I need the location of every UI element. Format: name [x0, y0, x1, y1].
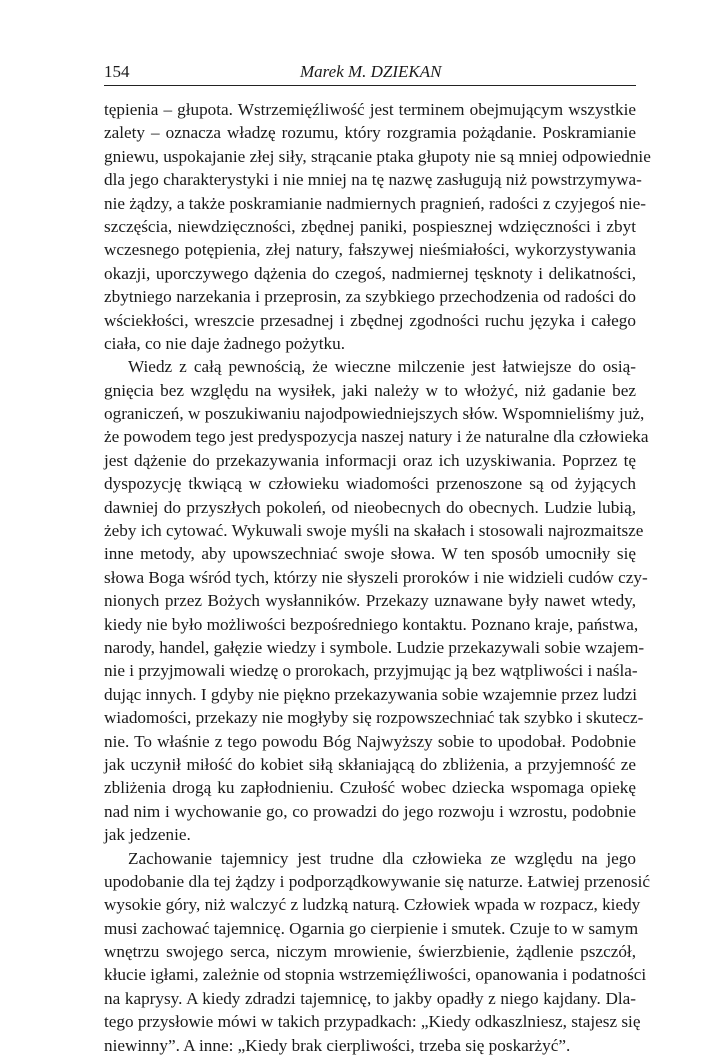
text-line: słowa Boga wśród tych, którzy nie słyszeli proroków i nie widzieli cudów czy- — [104, 566, 636, 589]
text-line: żeby ich cytować. Wykuwali swoje myśli na skałach i stosowali najrozmaitsze — [104, 519, 636, 542]
text-line: wczesnego potępienia, złej natury, fałszywej nieśmiałości, wykorzystywania — [104, 238, 636, 261]
text-line: gniewu, uspokajanie złej siły, strącanie ptaka głupoty nie są mniej odpowiednie — [104, 145, 636, 168]
text-line: ciała, co nie daje żadnego pożytku. — [104, 332, 636, 355]
text-line: tego przysłowie mówi w takich przypadkach: „Kiedy odkaszlniesz, stajesz się — [104, 1010, 636, 1033]
text-line: jak uczynił miłość do kobiet siłą skłaniającą do zbliżenia, a przyjemność ze — [104, 753, 636, 776]
text-line: wściekłości, wreszcie przesadnej i zbędnej zgodności ruchu języka i całego — [104, 309, 636, 332]
text-line: nad nim i wychowanie go, co prowadzi do jego rozwoju i wzrostu, podobnie — [104, 800, 636, 823]
text-line: jak jedzenie. — [104, 823, 636, 846]
text-line: wysokie góry, niż walczyć z ludzką naturą. Człowiek wpada w rozpacz, kiedy — [104, 893, 636, 916]
text-line: szczęścia, niewdzięczności, zbędnej paniki, pospiesznej wdzięczności i zbyt — [104, 215, 636, 238]
paragraph — [104, 355, 636, 846]
page-header — [104, 62, 636, 84]
text-line: jest dążenie do przekazywania informacji oraz ich uzyskiwania. Poprzez tę — [104, 449, 636, 472]
text-line: nie i przyjmowali wiedzę o prorokach, przyjmując ją bez wątpliwości i naśla- — [104, 659, 636, 682]
text-line: nionych przez Bożych wysłanników. Przekazy uznawane były nawet wtedy, — [104, 589, 636, 612]
text-line: ograniczeń, w poszukiwaniu najodpowiedniejszych słów. Wspomnieliśmy już, — [104, 402, 636, 425]
text-line: zalety – oznacza władzę rozumu, który rozgramia pożądanie. Poskramianie — [104, 121, 636, 144]
text-line: kłucie igłami, zależnie od stopnia wstrzemięźliwości, opanowania i podatności — [104, 963, 636, 986]
text-line: gnięcia bez względu na wysiłek, jaki należy w to włożyć, niż gadanie bez — [104, 379, 636, 402]
text-line: dyspozycję tkwiącą w człowieku wiadomości przenoszone są od żyjących — [104, 472, 636, 495]
page-number: 154 — [104, 62, 130, 82]
text-line: niewinny”. A inne: „Kiedy brak cierpliwości, trzeba się poskarżyć”. — [104, 1034, 636, 1057]
text-line: narody, handel, gałęzie wiedzy i symbole. Ludzie przekazywali sobie wzajem- — [104, 636, 636, 659]
text-line: dla jego charakterystyki i nie mniej na tę nazwę zasługują niż powstrzymywa- — [104, 168, 636, 191]
text-line: musi zachować tajemnicę. Ogarnia go cierpienie i smutek. Czuje to w samym — [104, 917, 636, 940]
text-line: tępienia – głupota. Wstrzemięźliwość jest terminem obejmującym wszystkie — [104, 98, 636, 121]
running-head-author: Marek M. DZIEKAN — [300, 62, 442, 82]
text-line: kiedy nie było możliwości bezpośredniego kontaktu. Poznano kraje, państwa, — [104, 613, 636, 636]
text-line: inne metody, aby upowszechniać swoje słowa. W ten sposób umocniły się — [104, 542, 636, 565]
text-line: Wiedz z całą pewnością, że wieczne milczenie jest łatwiejsze do osią- — [104, 355, 636, 378]
text-line: Zachowanie tajemnicy jest trudne dla człowieka ze względu na jego — [104, 847, 636, 870]
text-line: okazji, uporczywego dążenia do czegoś, nadmiernej tęsknoty i delikatności, — [104, 262, 636, 285]
paragraph — [104, 847, 636, 1057]
body-text — [104, 98, 636, 1057]
text-line: że powodem tego jest predyspozycja naszej natury i że naturalne dla człowieka — [104, 425, 636, 448]
text-line: zbytniego narzekania i przeprosin, za szybkiego przechodzenia od radości do — [104, 285, 636, 308]
text-line: na kaprysy. A kiedy zdradzi tajemnicę, to jakby opadły z niego kajdany. Dla- — [104, 987, 636, 1010]
header-rule — [104, 85, 636, 86]
text-line: upodobanie dla tej żądzy i podporządkowywanie się naturze. Łatwiej przenosić — [104, 870, 636, 893]
text-line: nie żądzy, a także poskramianie nadmiernych pragnień, radości z czyjegoś nie- — [104, 192, 636, 215]
paragraph — [104, 98, 636, 355]
text-line: wnętrzu swojego serca, niczym mrowienie, świerzbienie, żądlenie pszczół, — [104, 940, 636, 963]
text-line: dawniej do przyszłych pokoleń, od nieobecnych do obecnych. Ludzie lubią, — [104, 496, 636, 519]
text-line: zbliżenia drogą ku zapłodnieniu. Czułość wobec dziecka wspomaga opiekę — [104, 776, 636, 799]
text-line: wiadomości, przekazy nie mogłyby się rozpowszechniać tak szybko i skutecz- — [104, 706, 636, 729]
text-line: dując innych. I gdyby nie piękno przekazywania sobie wzajemnie przez ludzi — [104, 683, 636, 706]
text-line: nie. To właśnie z tego powodu Bóg Najwyższy sobie to upodobał. Podobnie — [104, 730, 636, 753]
